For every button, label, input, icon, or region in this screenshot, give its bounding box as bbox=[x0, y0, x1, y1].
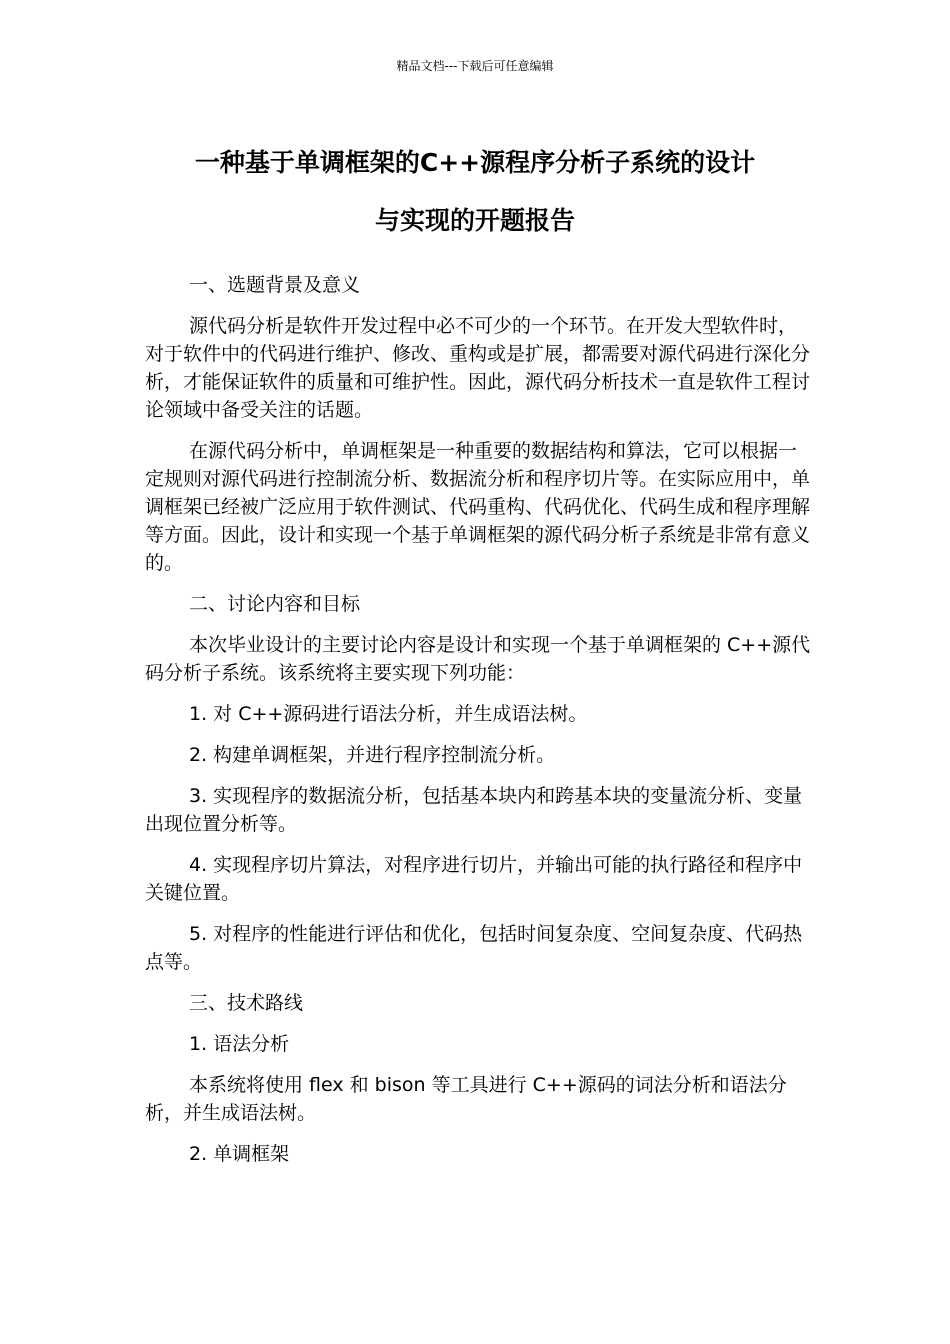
list-item-5: 5. 对程序的性能进行评估和优化，包括时间复杂度、空间复杂度、代码热点等。 bbox=[145, 923, 803, 973]
section-heading-technical-route: 三、技术路线 bbox=[189, 992, 304, 1014]
page-header: 精品文档---下载后可任意编辑 bbox=[396, 59, 554, 73]
paragraph-source-analysis: 源代码分析是软件开发过程中必不可少的一个环节。在开发大型软件时，对于软件中的代码进行维护、修改、重构或是扩展，都需要对源代码进行深化分析，才能保证软件的质量和可维护性。因此，源代码分析技术一直是软件工程讨论领域中备受关注的话题。 bbox=[145, 315, 811, 421]
section-heading-content-goals: 二、讨论内容和目标 bbox=[189, 593, 361, 615]
paragraph-flex-bison: 本系统将使用 flex 和 bison 等工具进行 C++源码的词法分析和语法分析，并生成语法树。 bbox=[145, 1074, 787, 1124]
section-heading-background: 一、选题背景及意义 bbox=[189, 274, 361, 296]
paragraph-monotone-framework: 在源代码分析中，单调框架是一种重要的数据结构和算法，它可以根据一定规则对源代码进行控制流分析、数据流分析和程序切片等。在实际应用中，单调框架已经被广泛应用于软件测试、代码重构、代码优化、代码生成和程序理解等方面。因此，设计和实现一个基于单调框架的源代码分析子系统是非常有意义的。 bbox=[145, 440, 811, 574]
subheading-syntax-analysis: 1. 语法分析 bbox=[189, 1033, 290, 1055]
paragraph-main-content: 本次毕业设计的主要讨论内容是设计和实现一个基于单调框架的 C++源代码分析子系统。该系统将主要实现下列功能： bbox=[145, 634, 811, 684]
document-title bbox=[145, 134, 805, 250]
document-body bbox=[145, 271, 811, 1181]
list-item-1: 1. 对 C++源码进行语法分析，并生成语法树。 bbox=[189, 703, 588, 725]
subheading-monotone-framework: 2. 单调框架 bbox=[189, 1143, 290, 1165]
title-line-2: 与实现的开题报告 bbox=[374, 206, 575, 235]
list-item-3: 3. 实现程序的数据流分析，包括基本块内和跨基本块的变量流分析、变量出现位置分析等。 bbox=[145, 785, 803, 835]
list-item-4: 4. 实现程序切片算法，对程序进行切片，并输出可能的执行路径和程序中关键位置。 bbox=[145, 854, 803, 904]
title-line-1: 一种基于单调框架的C++源程序分析子系统的设计 bbox=[194, 148, 756, 177]
list-item-2: 2. 构建单调框架，并进行程序控制流分析。 bbox=[189, 744, 556, 766]
